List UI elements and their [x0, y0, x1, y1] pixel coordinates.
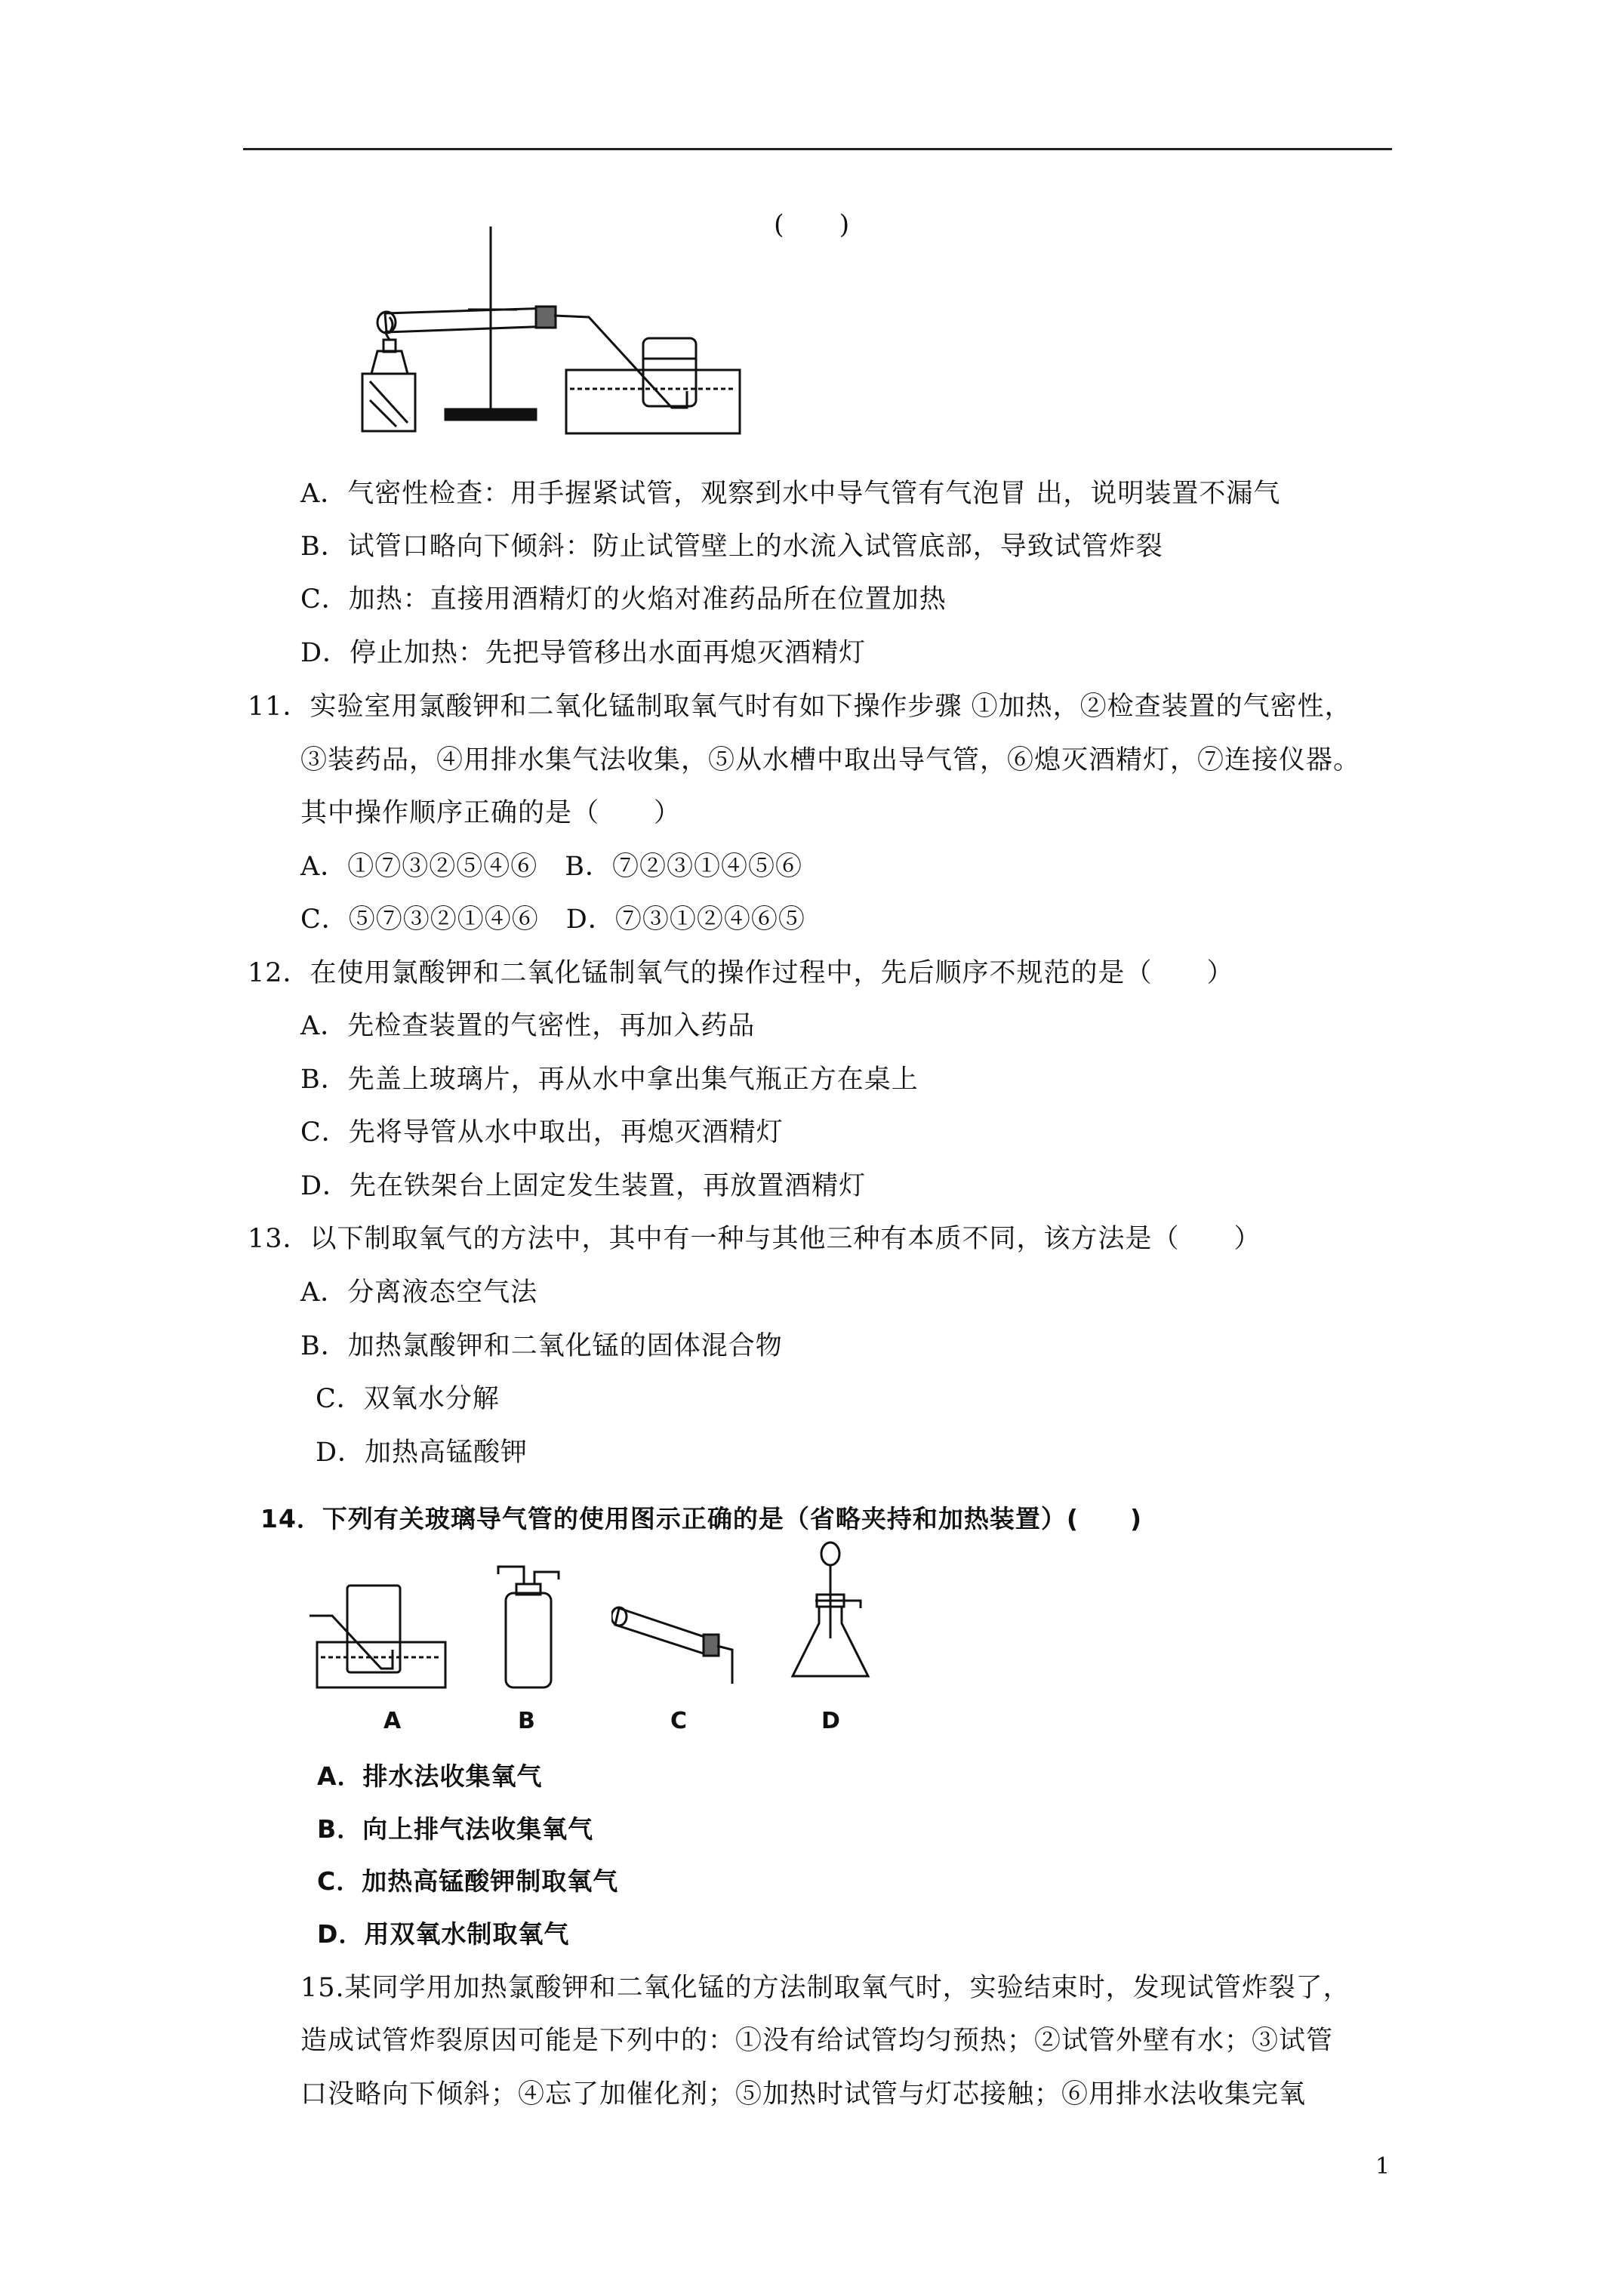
- q14-figure-b: [491, 1563, 566, 1691]
- q10-option-d: D．停止加热：先把导管移出水面再熄灭酒精灯: [300, 638, 867, 668]
- q12-stem: 12．在使用氯酸钾和二氧化锰制氧气的操作过程中，先后顺序不规范的是（ ）: [248, 958, 1234, 988]
- q13-stem: 13．以下制取氧气的方法中，其中有一种与其他三种有本质不同，该方法是（ ）: [248, 1224, 1261, 1254]
- q10-option-b: B．试管口略向下倾斜：防止试管壁上的水流入试管底部，导致试管炸裂: [300, 532, 1163, 562]
- q14-label-a: A: [383, 1708, 402, 1734]
- q15-stem-line-3: 口没略向下倾斜；④忘了加催化剂；⑤加热时试管与灯芯接触；⑥用排水法收集完氧: [300, 2079, 1307, 2110]
- q10-option-c: C．加热：直接用酒精灯的火焰对准药品所在位置加热: [300, 584, 947, 615]
- q14-label-d: D: [821, 1708, 840, 1734]
- q14-stem: 14．下列有关玻璃导气管的使用图示正确的是（省略夹持和加热装置）( ): [260, 1504, 1143, 1533]
- q14-label-c: C: [670, 1708, 688, 1734]
- q14-figure-c: [611, 1593, 740, 1691]
- q15-stem-line-1: 15.某同学用加热氯酸钾和二氧化锰的方法制取氧气时，实验结束时，发现试管炸裂了，: [300, 1973, 1350, 2003]
- q14-figure-d: [785, 1540, 876, 1684]
- q11-options-ab: A．①⑦③②⑤④⑥ B．⑦②③①④⑤⑥: [300, 852, 802, 882]
- q10-blank: ( ): [774, 210, 851, 240]
- q15-stem-line-2: 造成试管炸裂原因可能是下列中的：①没有给试管均匀预热；②试管外壁有水；③试管: [300, 2026, 1334, 2056]
- oxygen-apparatus-figure: [355, 219, 747, 438]
- q12-option-b: B．先盖上玻璃片，再从水中拿出集气瓶正方在桌上: [300, 1065, 919, 1095]
- q12-option-d: D．先在铁架台上固定发生装置，再放置酒精灯: [300, 1171, 867, 1201]
- q12-option-a: A．先检查装置的气密性，再加入药品: [300, 1011, 756, 1041]
- q11-options-cd: C．⑤⑦③②①④⑥ D．⑦③①②④⑥⑤: [300, 905, 805, 935]
- q13-option-a: A．分离液态空气法: [300, 1277, 538, 1308]
- page-number: 1: [1375, 2153, 1390, 2180]
- q12-option-c: C．先将导管从水中取出，再熄灭酒精灯: [300, 1117, 784, 1148]
- q11-stem-line-2: ③装药品，④用排水集气法收集，⑤从水槽中取出导气管，⑥熄灭酒精灯，⑦连接仪器。: [300, 745, 1361, 775]
- q13-option-d: D．加热高锰酸钾: [316, 1438, 528, 1468]
- q11-stem-line-1: 11．实验室用氯酸钾和二氧化锰制取氧气时有如下操作步骤 ①加热，②检查装置的气密性，: [248, 692, 1352, 722]
- q11-stem-line-3: 其中操作顺序正确的是（ ）: [300, 798, 682, 828]
- q13-option-b: B．加热氯酸钾和二氧化锰的固体混合物: [300, 1331, 783, 1361]
- q14-option-d: D．用双氧水制取氧气: [317, 1919, 570, 1949]
- header-rule: [243, 148, 1392, 150]
- q14-option-c: C．加热高锰酸钾制取氧气: [317, 1866, 619, 1896]
- q10-option-a: A．气密性检查：用手握紧试管，观察到水中导气管有气泡冒 出，说明装置不漏气: [300, 479, 1281, 509]
- q14-figure-a: [310, 1578, 453, 1691]
- q14-option-a: A．排水法收集氧气: [317, 1761, 543, 1791]
- q14-option-b: B．向上排气法收集氧气: [317, 1814, 594, 1844]
- q14-label-b: B: [518, 1708, 535, 1734]
- q13-option-c: C．双氧水分解: [316, 1384, 500, 1414]
